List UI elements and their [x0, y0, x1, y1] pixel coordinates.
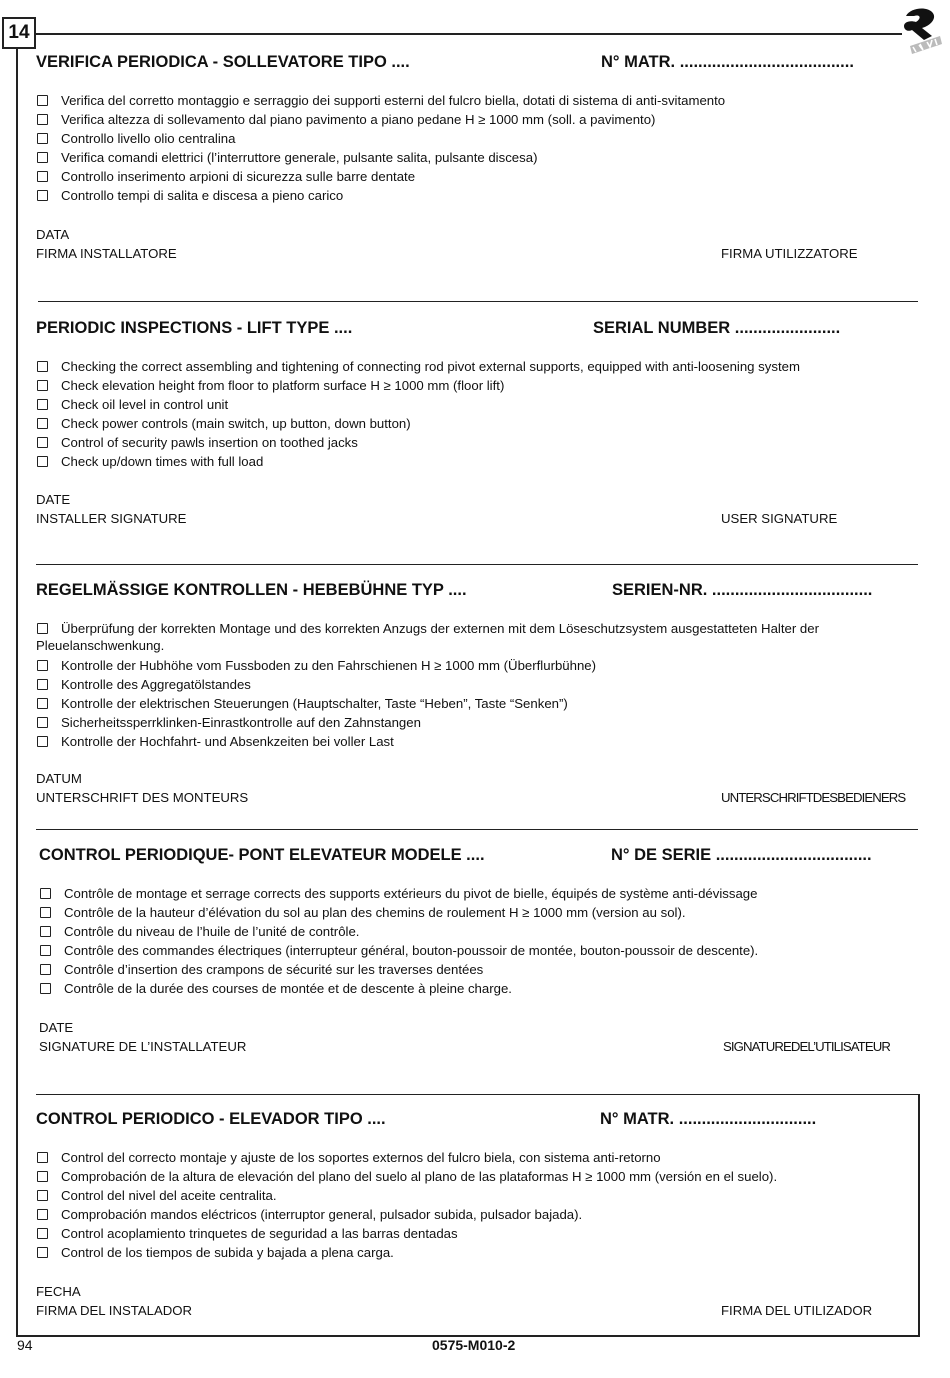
section-divider — [38, 301, 918, 302]
user-signature-label: SIGNATUREDEL’UTILISATEUR — [723, 1039, 890, 1054]
checkbox-icon[interactable] — [37, 1228, 48, 1239]
checklist-item: Kontrolle der Hochfahrt- und Absenkzeiten bei voller Last — [36, 732, 906, 751]
checklist-item: Controllo tempi di salita e discesa a pieno carico — [36, 186, 906, 205]
section-divider — [36, 1094, 920, 1095]
checklist-item: Control del correcto montaje y ajuste de los soportes externos del fulcro biela, con sistema anti-retorno — [36, 1148, 906, 1167]
installer-signature-label: INSTALLER SIGNATURE — [36, 511, 187, 526]
section-title: PERIODIC INSPECTIONS - LIFT TYPE .... — [36, 319, 353, 337]
checkbox-icon[interactable] — [37, 679, 48, 690]
frame-left-border — [16, 46, 18, 1336]
checkbox-icon[interactable] — [37, 418, 48, 429]
checklist-item: Kontrolle der Hubhöhe vom Fussboden zu den Fahrschienen H ≥ 1000 mm (Überflurbühne) — [36, 656, 906, 675]
checkbox-icon[interactable] — [37, 660, 48, 671]
checklist-item: Verifica altezza di sollevamento dal piano pavimento a piano pedane H ≥ 1000 mm (soll. a pavimento) — [36, 110, 906, 129]
frame-right-border — [918, 1095, 920, 1336]
checkbox-icon[interactable] — [37, 1190, 48, 1201]
checkbox-icon[interactable] — [37, 171, 48, 182]
checkbox-icon[interactable] — [40, 945, 51, 956]
checklist — [36, 91, 906, 205]
date-label: FECHA — [36, 1284, 81, 1299]
serial-field: SERIEN-NR. ................................... — [612, 581, 873, 599]
checklist-item: Control de los tiempos de subida y bajada a plena carga. — [36, 1243, 906, 1262]
checkbox-icon[interactable] — [40, 926, 51, 937]
checkbox-icon[interactable] — [37, 1152, 48, 1163]
checklist-item: Überprüfung der korrekten Montage und des korrekten Anzugs der externen mit dem Löseschutzsystem ausgestatteten Halter der Pleuelanschwenkung. — [36, 621, 819, 653]
checkbox-icon[interactable] — [37, 1171, 48, 1182]
checklist-item: Check oil level in control unit — [36, 395, 906, 414]
checklist-item: Control acoplamiento trinquetes de seguridad a las barras dentadas — [36, 1224, 906, 1243]
checkbox-icon[interactable] — [37, 399, 48, 410]
checklist-item: Contrôle de la hauteur d’élévation du sol au plan des chemins de roulement H ≥ 1000 mm (version au sol). — [39, 903, 909, 922]
checklist — [39, 884, 909, 998]
page-number: 94 — [17, 1337, 33, 1353]
serial-field: SERIAL NUMBER ....................... — [593, 319, 841, 337]
serial-field: N° MATR. ...................................... — [601, 53, 854, 71]
serial-field: N° DE SERIE .................................. — [611, 846, 872, 864]
checkbox-icon[interactable] — [37, 1209, 48, 1220]
checklist-item: Contrôle d’insertion des crampons de sécurité sur les traverses dentées — [39, 960, 909, 979]
installer-signature-label: UNTERSCHRIFT DES MONTEURS — [36, 790, 249, 805]
date-label: DATE — [36, 492, 71, 507]
ravaglioli-logo-icon — [896, 6, 946, 60]
date-label: DATA — [36, 227, 70, 242]
checkbox-icon[interactable] — [40, 964, 51, 975]
checklist-item: Verifica comandi elettrici (l’interruttore generale, pulsante salita, pulsante discesa) — [36, 148, 906, 167]
checkbox-icon[interactable] — [40, 983, 51, 994]
section-title: VERIFICA PERIODICA - SOLLEVATORE TIPO .... — [36, 53, 410, 71]
checkbox-icon[interactable] — [37, 1247, 48, 1258]
checklist-item: Contrôle de montage et serrage corrects des supports extérieurs du pivot de bielle, équipés de système anti-dévissage — [39, 884, 909, 903]
checklist-item: Comprobación mandos eléctricos (interruptor general, pulsador subida, pulsador bajada). — [36, 1205, 906, 1224]
checkbox-icon[interactable] — [37, 361, 48, 372]
serial-field: N° MATR. .............................. — [600, 1110, 817, 1128]
checklist-item: Check up/down times with full load — [36, 452, 906, 471]
checklist-item: Kontrolle der elektrischen Steuerungen (Hauptschalter, Taste “Heben”, Taste “Senken”) — [36, 694, 906, 713]
checkbox-icon[interactable] — [37, 623, 48, 634]
tab-number-box: 14 — [2, 17, 36, 49]
checkbox-icon[interactable] — [40, 907, 51, 918]
checklist-item: Comprobación de la altura de elevación del plano del suelo al plano de las plataformas H ≥ 1000 mm (versión en el suelo). — [36, 1167, 906, 1186]
user-signature-label: FIRMA UTILIZZATORE — [721, 246, 858, 261]
checkbox-icon[interactable] — [40, 888, 51, 899]
checklist-item: Check elevation height from floor to platform surface H ≥ 1000 mm (floor lift) — [36, 376, 906, 395]
checklist-item: Check power controls (main switch, up button, down button) — [36, 414, 906, 433]
checkbox-icon[interactable] — [37, 698, 48, 709]
installer-signature-label: SIGNATURE DE L’INSTALLATEUR — [39, 1039, 247, 1054]
checklist — [36, 357, 906, 471]
section-divider — [36, 564, 918, 565]
checkbox-icon[interactable] — [37, 190, 48, 201]
checkbox-icon[interactable] — [37, 380, 48, 391]
checklist-item: Kontrolle des Aggregatölstandes — [36, 675, 906, 694]
date-label: DATUM — [36, 771, 82, 786]
checkbox-icon[interactable] — [37, 133, 48, 144]
checklist-item: Controllo inserimento arpioni di sicurezza sulle barre dentate — [36, 167, 906, 186]
checklist-item: Contrôle de la durée des courses de montée et de descente à pleine charge. — [39, 979, 909, 998]
checkbox-icon[interactable] — [37, 152, 48, 163]
checkbox-icon[interactable] — [37, 437, 48, 448]
section-title: REGELMÄSSIGE KONTROLLEN - HEBEBÜHNE TYP .... — [36, 581, 467, 599]
checklist-item: Sicherheitssperrklinken-Einrastkontrolle auf den Zahnstangen — [36, 713, 906, 732]
checklist-item: Controllo livello olio centralina — [36, 129, 906, 148]
date-label: DATE — [39, 1020, 74, 1035]
installer-signature-label: FIRMA DEL INSTALADOR — [36, 1303, 193, 1318]
checklist-item: Checking the correct assembling and tightening of connecting rod pivot external supports, equipped with anti-loosening system — [36, 357, 906, 376]
user-signature-label: USER SIGNATURE — [721, 511, 838, 526]
checklist-item: Contrôle des commandes électriques (interrupteur général, bouton-poussoir de montée, bouton-poussoir de descente). — [39, 941, 909, 960]
checkbox-icon[interactable] — [37, 456, 48, 467]
checkbox-icon[interactable] — [37, 114, 48, 125]
checklist-item: Control del nivel del aceite centralita. — [36, 1186, 906, 1205]
user-signature-label: UNTERSCHRIFTDESBEDIENERS — [721, 790, 906, 805]
installer-signature-label: FIRMA INSTALLATORE — [36, 246, 177, 261]
document-code: 0575-M010-2 — [432, 1337, 516, 1353]
checklist — [36, 1148, 906, 1262]
checklist — [36, 620, 906, 751]
checkbox-icon[interactable] — [37, 717, 48, 728]
checklist-item: Verifica del corretto montaggio e serraggio dei supporti esterni del fulcro biella, dotati di sistema di anti-svitamento — [36, 91, 906, 110]
checkbox-icon[interactable] — [37, 95, 48, 106]
checklist-item: Control of security pawls insertion on toothed jacks — [36, 433, 906, 452]
section-divider — [36, 829, 918, 830]
section-title: CONTROL PERIODICO - ELEVADOR TIPO .... — [36, 1110, 386, 1128]
checklist-item: Contrôle du niveau de l’huile de l’unité de contrôle. — [39, 922, 909, 941]
user-signature-label: FIRMA DEL UTILIZADOR — [721, 1303, 873, 1318]
checkbox-icon[interactable] — [37, 736, 48, 747]
section-title: CONTROL PERIODIQUE- PONT ELEVATEUR MODELE .... — [39, 846, 485, 864]
header-rule — [36, 33, 902, 35]
